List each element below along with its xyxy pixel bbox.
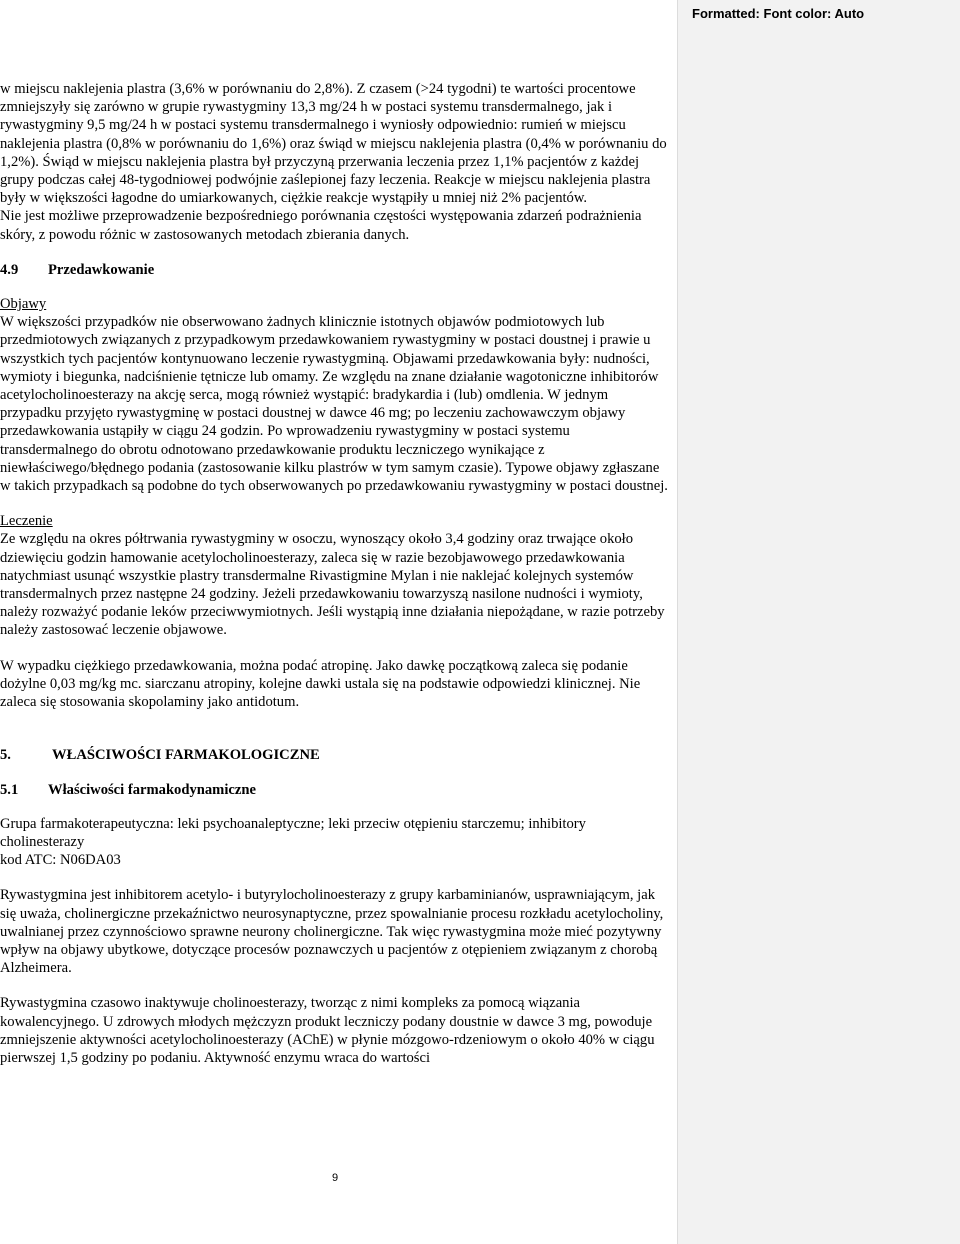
paragraph-mechanism: Rywastygmina jest inhibitorem acetylo- i butyrylocholinoesterazy z grupy karbaminianów, usprawniającym, jak się uważa, cholinergiczne przekaźnictwo neurosynaptyczne, przez spowalnianie procesu rozkładu acetylocholiny, uwalnianej przez czynnościowo sprawne neurony cholinergiczne. Tak więc rywastygmina może mieć pozytywny wpływ na objawy ubytkowe, dotyczące procesów poznawczych u pacjentów z otępieniem związanym z chorobą Alzheimera. <box>0 887 664 977</box>
spacer <box>0 728 670 746</box>
page-number: 9 <box>331 1172 339 1184</box>
paragraph-adverse-reactions: w miejscu naklejenia plastra (3,6% w porównaniu do 2,8%). Z czasem (>24 tygodni) te wartości procentowe zmniejszyły się zarówno w grupie rywastygminy 13,3 mg/24 h w postaci systemu transdermalnego, jak i rywastygminy 9,5 mg/24 h w postaci systemu transdermalnego i wyniosły odpowiednio: rumień w miejscu naklejenia plastra (0,8% w porównaniu do 1,6%) oraz świąd w miejscu naklejenia plastra (0,4% w porównaniu do 1,2%). Świąd w miejscu naklejenia plastra był przyczyną przerwania leczenia przez 1,1% pacjentów z każdej grupy podczas całej 48-tygodniowej podwójnie zaślepionej fazy leczenia. Reakcje w miejscu naklejenia plastra były w większości łagodne do umiarkowanych, ciężkie reakcje wystąpiły u mniej niż 2% pacjentów. <box>0 81 667 207</box>
section-number: 4.9 <box>0 261 19 278</box>
section-heading-5-1 <box>0 781 670 799</box>
section-title: Przedawkowanie <box>48 261 155 278</box>
section-heading-5 <box>0 746 670 764</box>
comment-format-label: Formatted: Font color: Auto <box>692 6 865 21</box>
paragraph-comparison-note: Nie jest możliwe przeprowadzenie bezpośredniego porównania częstości występowania zdarzeń podrażnienia skóry, z powodu różnic w zastosowanych metodach zbierania danych. <box>0 208 642 243</box>
section-title: WŁAŚCIWOŚCI FARMAKOLOGICZNE <box>52 747 320 764</box>
subheading-leczenie: Leczenie <box>0 513 53 530</box>
section-title: Właściwości farmakodynamiczne <box>48 781 256 798</box>
section-heading-4-9 <box>0 261 670 279</box>
document-page <box>0 80 670 1084</box>
paragraph-grupa: Grupa farmakoterapeutyczna: leki psychoanaleptyczne; leki przeciw otępieniu starczemu; inhibitory cholinesterazy <box>0 815 586 850</box>
paragraph-leczenie: Ze względu na okres półtrwania rywastygminy w osoczu, wynoszący około 3,4 godziny oraz trwające około dziewięciu godzin hamowanie acetylocholinoesterazy, zaleca się w razie bezobjawowego przedawkowania natychmiast usunąć wszystkie plastry transdermalne Rivastigmine Mylan i nie naklejać kolejnych systemów transdermalnych przez następne 24 godziny. Jeżeli przedawkowaniu towarzyszą nasilone nudności i wymioty, należy rozważyć podanie leków przeciwwymiotnych. Jeśli wystąpią inne działania niepożądane, w razie potrzeby należy zastosować leczenie objawowe. <box>0 531 665 639</box>
paragraph-czasowo: Rywastygmina czasowo inaktywuje cholinoesterazy, tworząc z nimi kompleks za pomocą wiązania kowalencyjnego. U zdrowych młodych mężczyzn produkt leczniczy podany doustnie w dawce 3 mg, powoduje zmniejszenie aktywności acetylocholinoesterazy (AChE) w płynie mózgowo-rdzeniowym o około 40% w ciągu pierwszej 1,5 godziny po podaniu. Aktywność enzymu wraca do wartości <box>0 995 655 1066</box>
section-number: 5.1 <box>0 781 19 798</box>
paragraph-atropina: W wypadku ciężkiego przedawkowania, można podać atropinę. Jako dawkę początkową zaleca się podanie dożylne 0,03 mg/kg mc. siarczanu atropiny, kolejne dawki ustala się na podstawie odpowiedzi klinicznej. Nie zaleca się stosowania skopolaminy jako antidotum. <box>0 657 641 711</box>
paragraph-kod-atc: kod ATC: N06DA03 <box>0 852 121 869</box>
subheading-objawy: Objawy <box>0 296 47 313</box>
comment-pane <box>677 0 960 1244</box>
paragraph-objawy: W większości przypadków nie obserwowano żadnych klinicznie istotnych objawów podmiotowych lub przedmiotowych związanych z przypadkowym przedawkowaniem rywastygminy w postaci doustnej i prawie u wszystkich tych pacjentów kontynuowano leczenie rywastygminą. Objawami przedawkowania były: nudności, wymioty i biegunka, nadciśnienie tętnicze lub omamy. Ze względu na znane działanie wagotoniczne inhibitorów acetylocholinoesterazy na akcję serca, mogą również wystąpić: bradykardia i (lub) omdlenia. W jednym przypadku przyjęto rywastygminę w postaci doustnej w dawce 46 mg; po leczeniu zachowawczym objawy przedawkowania ustąpiły w ciągu 24 godzin. Po wprowadzeniu rywastygminy w postaci systemu transdermalnego do obrotu odnotowano przedawkowanie produktu leczniczego wynikające z niewłaściwego/błędnego podania (zastosowanie kilku plastrów w tym samym czasie). Typowe objawy zgłaszane w takich przypadkach są podobne do tych obserwowanych po przedawkowaniu rywastygminy w postaci doustnej. <box>0 314 668 495</box>
section-number: 5. <box>0 747 11 764</box>
